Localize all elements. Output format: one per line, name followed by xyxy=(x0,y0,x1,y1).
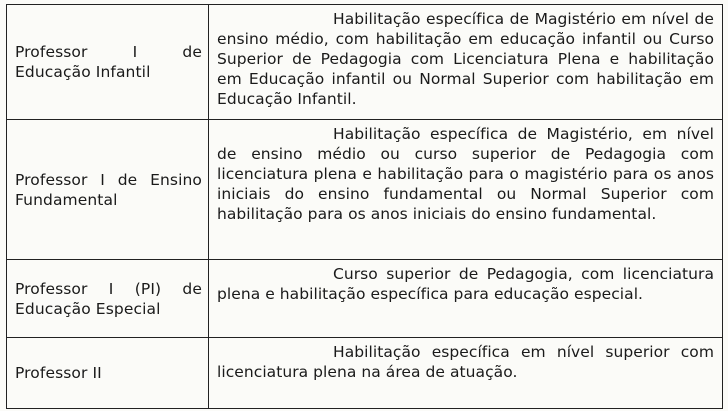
requirement-cell xyxy=(209,338,723,409)
role-cell: Professor II xyxy=(7,338,209,409)
requirement-cell xyxy=(209,5,723,120)
requirement-text: Habilitação específica em nível superior com licenciatura plena na área de atuação. xyxy=(217,343,714,381)
table-row xyxy=(7,260,723,338)
table-row xyxy=(7,5,723,120)
table-row xyxy=(7,120,723,260)
requirement-text: Habilitação específica de Magistério em nível de ensino médio, com habilitação em educação infantil ou Curso Superior de Pedagogia com Licenciatura Plena e habilitação em Educação infantil ou Normal Superior com habilitação em Educação Infantil. xyxy=(217,10,714,108)
requirement-cell xyxy=(209,120,723,260)
requirements-table xyxy=(6,4,723,409)
requirement-text: Curso superior de Pedagogia, com licenciatura plena e habilitação específica para educação especial. xyxy=(217,265,714,303)
requirement-text: Habilitação específica de Magistério, em nível de ensino médio ou curso superior de Pedagogia com licenciatura plena e habilitação para o magistério para os anos iniciais do ensino fundamental ou Normal Superior com habilitação para os anos iniciais do ensino fundamental. xyxy=(217,125,714,223)
table-row xyxy=(7,338,723,409)
role-cell: Professor I de Educação Infantil xyxy=(7,5,209,120)
requirement-cell xyxy=(209,260,723,338)
role-cell: Professor I de Ensino Fundamental xyxy=(7,120,209,260)
role-cell: Professor I (PI) de Educação Especial xyxy=(7,260,209,338)
